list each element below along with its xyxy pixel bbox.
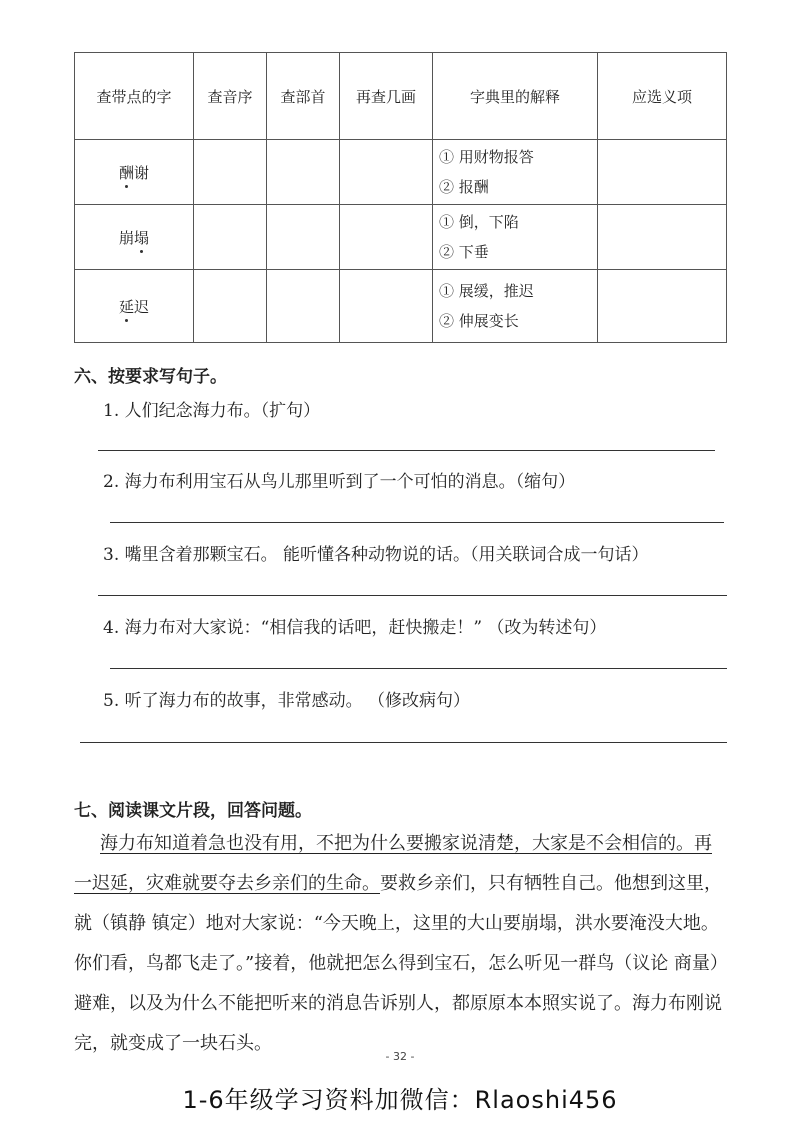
- word-text: [119, 229, 149, 247]
- table-header-cell: 字典里的解释: [433, 53, 598, 140]
- explanation-item: ① 展缓，推迟: [439, 282, 534, 300]
- answer-line-1[interactable]: [98, 450, 715, 451]
- footer-watermark: 1-6年级学习资料加微信：Rlaoshi456: [182, 1086, 618, 1114]
- question-4: 4. 海力布对大家说：“相信我的话吧，赶快搬走！” （改为转述句）: [103, 618, 607, 638]
- word-character: 谢: [134, 163, 150, 182]
- bushou-answer-cell[interactable]: [267, 140, 340, 205]
- dotted-character: 塌: [134, 228, 150, 247]
- question-2: 2. 海力布利用宝石从鸟儿那里听到了一个可怕的消息。（缩句）: [103, 472, 576, 492]
- word-cell: [75, 205, 194, 270]
- table-header-cell: 应选义项: [598, 53, 727, 140]
- passage-rest: 要救乡亲们，只有牺牲自己。他想到这里，就（镇静 镇定）地对大家说：“今天晚上，这里的大山要崩塌，洪水要淹没大地。你们看，鸟都飞走了。”接着，他就把怎么得到宝石，怎么听见一群鸟（议论 商量）避难，以及为什么不能把听来的消息告诉别人，都原原本本照实说了。海力布刚说完，就变成了一块石头。: [74, 873, 722, 1054]
- meaning-answer-cell[interactable]: [598, 270, 727, 343]
- dotted-character: 酬: [118, 163, 134, 182]
- dotted-character: 延: [118, 297, 134, 316]
- section6-title: 六、按要求写句子。: [74, 367, 227, 387]
- table-header-row: [75, 53, 727, 140]
- explanation-cell: [433, 205, 598, 270]
- table-row: [75, 140, 727, 205]
- answer-line-2[interactable]: [110, 522, 724, 523]
- bushou-answer-cell[interactable]: [267, 205, 340, 270]
- table-row: [75, 205, 727, 270]
- table-header-cell: 再查几画: [340, 53, 433, 140]
- explanation-item: ② 报酬: [439, 178, 489, 196]
- page-number: - 32 -: [385, 1050, 415, 1063]
- table-header-cell: 查带点的字: [75, 53, 194, 140]
- explanation-item: ② 伸展变长: [439, 312, 519, 330]
- word-cell: [75, 270, 194, 343]
- answer-line-5[interactable]: [80, 742, 727, 743]
- answer-line-4[interactable]: [110, 668, 727, 669]
- bushou-answer-cell[interactable]: [267, 270, 340, 343]
- answer-line-3[interactable]: [98, 595, 727, 596]
- word-character: 迟: [134, 297, 150, 316]
- word-text: [119, 298, 149, 316]
- yinxu-answer-cell[interactable]: [194, 205, 267, 270]
- word-text: [119, 164, 149, 182]
- strokes-answer-cell[interactable]: [340, 205, 433, 270]
- section7-title: 七、阅读课文片段，回答问题。: [74, 801, 312, 821]
- underlined-sentence: 海力布知道着急也没有用，不把为什么要搬家说清楚，大家是不会相信的。再一迟延，灾难就要夺去乡亲们的生命。: [74, 833, 712, 894]
- explanation-cell: [433, 270, 598, 343]
- strokes-answer-cell[interactable]: [340, 270, 433, 343]
- question-1: 1. 人们纪念海力布。（扩句）: [103, 401, 321, 421]
- meaning-answer-cell[interactable]: [598, 140, 727, 205]
- question-3: 3. 嘴里含着那颗宝石。 能听懂各种动物说的话。（用关联词合成一句话）: [103, 545, 649, 565]
- yinxu-answer-cell[interactable]: [194, 140, 267, 205]
- explanation-item: ① 倒，下陷: [439, 213, 519, 231]
- explanation-item: ① 用财物报答: [439, 148, 534, 166]
- word-cell: [75, 140, 194, 205]
- table-row: [75, 270, 727, 343]
- explanation-item: ② 下垂: [439, 243, 489, 261]
- table-header-cell: 查音序: [194, 53, 267, 140]
- table-header-cell: 查部首: [267, 53, 340, 140]
- yinxu-answer-cell[interactable]: [194, 270, 267, 343]
- explanation-cell: [433, 140, 598, 205]
- question-5: 5. 听了海力布的故事，非常感动。 （修改病句）: [103, 691, 471, 711]
- dictionary-table: [74, 52, 727, 343]
- meaning-answer-cell[interactable]: [598, 205, 727, 270]
- word-character: 崩: [118, 228, 134, 247]
- strokes-answer-cell[interactable]: [340, 140, 433, 205]
- reading-passage: [74, 824, 727, 1064]
